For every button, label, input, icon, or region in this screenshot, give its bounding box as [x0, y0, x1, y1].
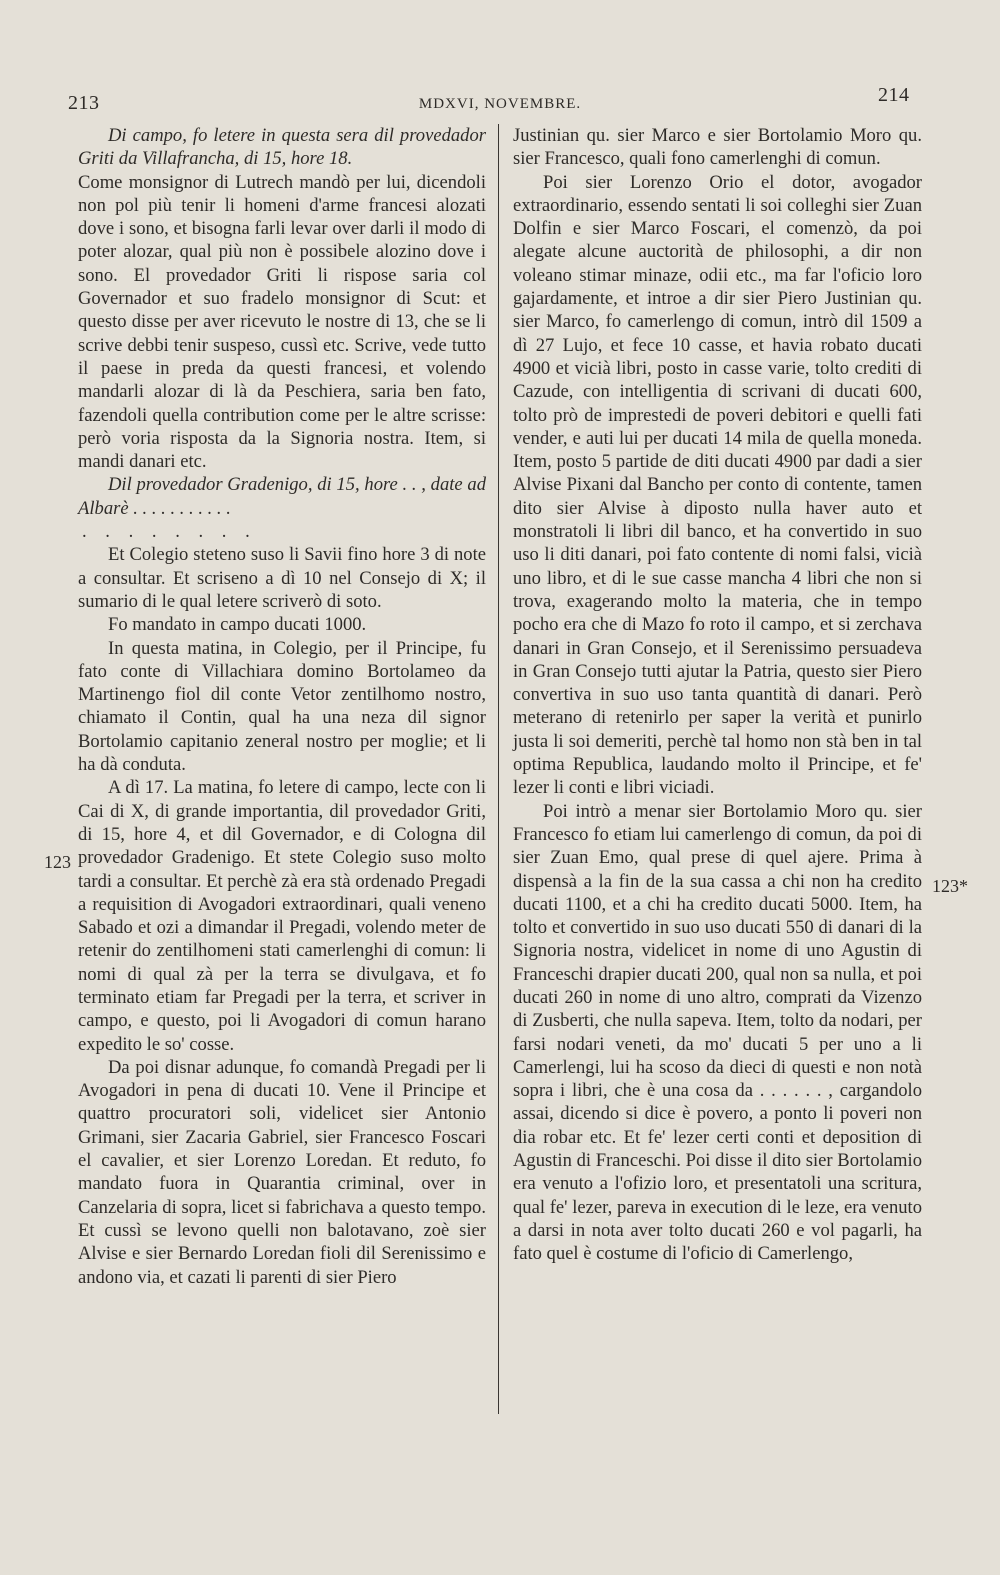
paragraph: Da poi disnar adunque, fo comandà Pregadi per li Avogadori in pena di ducati 10. Vene il Principe et quattro procuratori soli, videlicet sier Antonio Grimani, sier Zacaria Gabriel, sier Francesco Foscari el cavalier, et sier Lorenzo Loredan. Et reduto, fo mandato fuora in Quarantia criminal, over in Canzelaria di sopra, licet si fabrichava a questo tempo. Et cussì se levono quelli non balotavano, zoè sier Alvise e sier Bernardo Loredan fioli dil Serenissimo e andono via, et cazati li parenti di sier Piero: [78, 1056, 486, 1288]
paragraph: In questa matina, in Colegio, per il Principe, fu fato conte di Villachiara domino Bortolameo da Martinengo fiol dil conte Vetor zentilhomo nostro, chiamato il Contin, qual ha una neza dil signor Bortolamio capitanio zeneral nostro per moglie; et li ha dà conduta.: [78, 637, 486, 776]
right-column: [513, 124, 922, 1266]
margin-number-left: 123: [44, 852, 71, 872]
column-divider: [498, 124, 499, 1414]
paragraph: Di campo, fo letere in questa sera dil provedador Griti da Villafrancha, di 15, hore 18.: [78, 125, 486, 170]
paragraph: Fo mandato in campo ducati 1000.: [108, 614, 367, 636]
paragraph: A dì 17. La matina, fo letere di campo, lecte con li Cai di X, di grande importantia, dil provedador Griti, di 15, hore 4, et dil Governador, e di Cologna dil provedador Gradenigo. Et stete Colegio suso molto tardi a consultar. Et perchè zà era stà ordenado Pregadi a requisition di Avogadori extraordinari, quali veneno Sabado et ozi a dimandar il Pregadi, volendo meter de retenir do zentilhomeni stati camerlenghi di comun: li nomi di qual zà per la terra se divulgava, et fo terminato etiam far Pregadi per la terra, et scriver in campo, e questo, poi li Avogadori di comun harano expedito le so' cosse.: [78, 777, 486, 1055]
paragraph: Poi intrò a menar sier Bortolamio Moro qu. sier Francesco fo etiam lui camerlengo di comun, da poi di sier Zuan Emo, qual prese di quel ajere. Prima à dispensà a la fin de la sua cassa a chi non ha credito ducati 1100, et a chi ha credito ducati 5000. Item, ha tolto et convertido in suo uso ducati 550 di danari di la Signoria nostra, videlicet in nome di uno Agustin di Franceschi drapier ducati 200, qual non sa nulla, et poi ducati 260 in nome di uno altro, comprati da Vizenzo di Zusberti, che nulla sapeva. Item, tolto da nodari, per farsi nodari veneti, da mo' ducati 5 per uno a li Camerlengi, lui ha scoso da dieci di questi e non notà sopra i libri, che è una cosa da . . . . . . , cargandolo assai, dicendo si dice è povero, a ponto li poveri non dia robar etc. Et fe' lezer certi conti et deposition di Agustin di Franceschi. Poi disse il dito sier Bortolamio era venuto a l'ofizio loro, et presentatoli una scritura, qual fe' lezer, pareva in execution di le leze, era venuto a darsi in nota aver tolto ducati 260 e vol pagarli, ha fato quel è costume di l'oficio di Camerlengo,: [513, 800, 922, 1265]
paragraph: Et Colegio steteno suso li Savii fino hore 3 di note a consultar. Et scriseno a dì 10 nel Consejo di X; il sumario di le qual letere scriverò di soto.: [78, 544, 486, 612]
paragraph: Poi sier Lorenzo Orio el dotor, avogador extraordinario, essendo sentati li soi colleghi sier Zuan Dolfin e sier Marco Foscari, el comenzò, da poi alegate alcune auctorità de philosophi, a dir non voleano stimar minaze, odii etc., ma far l'oficio loro gajardamente, et introe a dir sier Piero Justinian qu. sier Marco, fo camerlengo di comun, intrò dil 1509 a dì 27 Lujo, et fece 10 casse, et havia robato ducati 4900 et vicià libri, posto in casse varie, tolto crediti di Cazude, con intelligentia di scrivani di ducati 600, tolto prò de imprestedi de poveri debitori e quelli fati vender, e auti lui per ducati 14 mila de quella moneda. Item, posto 5 partide de diti ducati 4900 par dadi a sier Alvise Pixani dal Bancho per conto di contente, tamen dito sier Alvise à diposto nulla haver auto et monstratoli li libri dil banco, et ha convertido in suo uso li diti danari, poi fato contente di nomi falsi, vicià uno libro, et di le sue casse mancha 4 libri che non si trova, exagerando molto la materia, che in tempo pocho era che di Mazo fo roto il campo, et si zerchava danari in Gran Consejo, et il Serenissimo persuadeva in Gran Consejo tutti ajutar la Patria, questo sier Piero convertiva in suo uso tanta quantità di danari. Però meterano di retenirlo per saper la verità et punirlo justa li soi demeriti, perchè tal homo non stà ben in tal optima Republica, laudando molto il Principe, et fe' lezer li conti e libri viciadi.: [513, 171, 922, 799]
running-title: MDXVI, NOVEMBRE.: [418, 96, 582, 112]
ellipsis-line: . . . . . . . .: [82, 521, 257, 543]
paragraph: Justinian qu. sier Marco e sier Bortolamio Moro qu. sier Francesco, quali fono camerlenghi di comun.: [513, 125, 922, 170]
paragraph: Come monsignor di Lutrech mandò per lui, dicendoli non pol più tenir li homeni d'arme francesi alozati dove i sono, et bisogna farli levar over darli il modo di poter alozar, qual più non è possibele alozino dove i sono. El provedador Griti li rispose saria col Governador et suo fradelo monsignor di Scut: et questo disse per aver ricevuto le nostre di 13, che se li scrive debbi tenir suspeso, cussì etc. Scrive, vede tutto il paese in preda da questi francesi, et volendo mandarli alozar di là da Peschiera, saria ben fato, fazendoli quella contribution come per le altre scrisse: però voria risposta da la Signoria nostra. Item, si mandi danari etc.: [78, 171, 486, 473]
left-column: [78, 124, 486, 1289]
paragraph: Dil provedador Gradenigo, di 15, hore . . , date ad Albarè . . . . . . . . . . .: [78, 474, 486, 519]
page-number-right: 214: [878, 84, 910, 106]
page-number-left: 213: [68, 92, 100, 114]
margin-number-right: 123*: [932, 876, 968, 896]
